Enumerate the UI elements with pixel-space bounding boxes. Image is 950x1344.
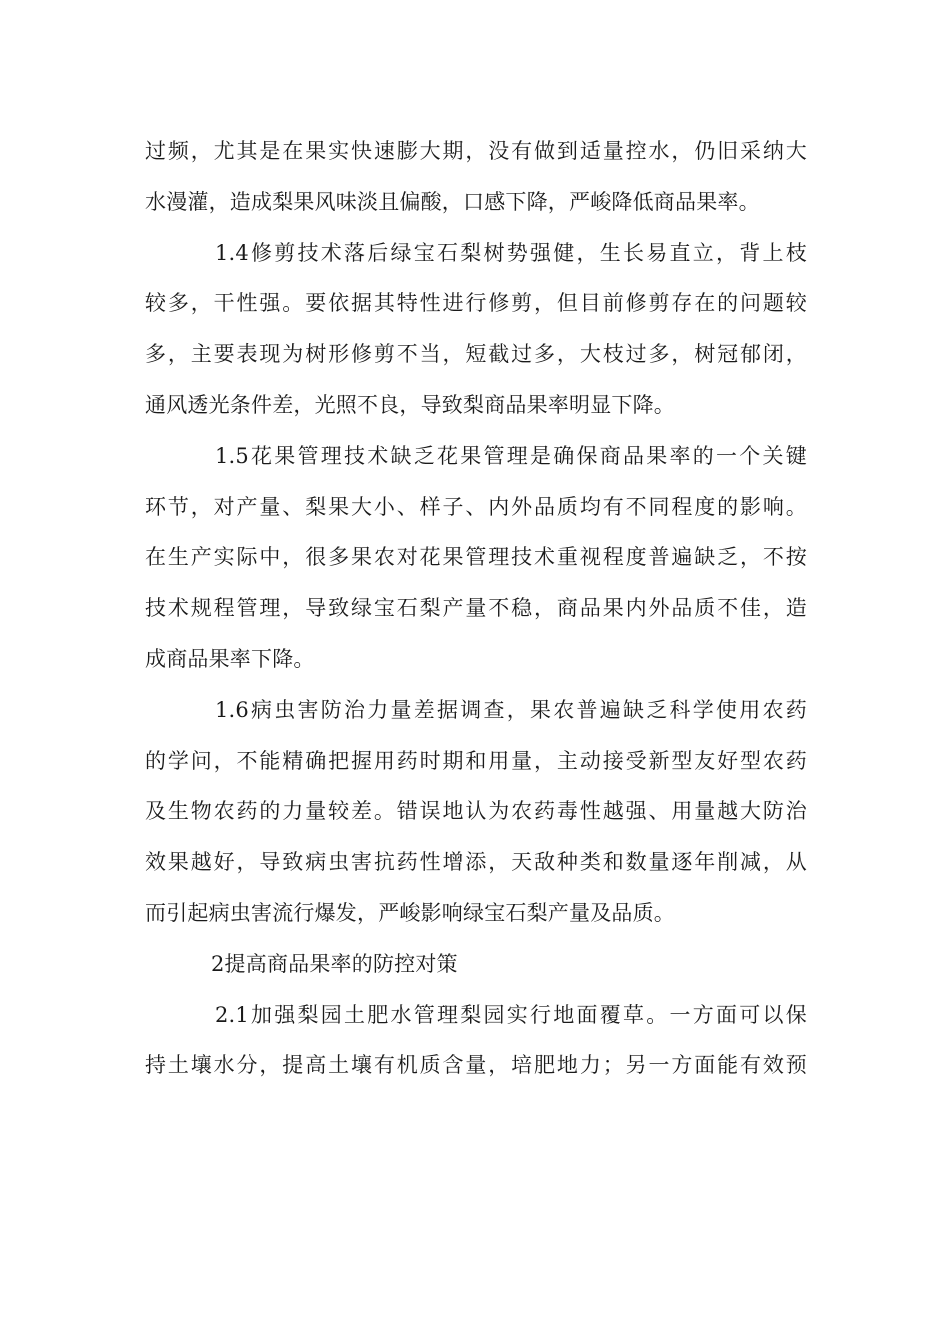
text-line: 在生产实际中，很多果农对花果管理技术重视程度普遍缺乏，不按 <box>145 545 807 570</box>
text-line: 通风透光条件差，光照不良，导致梨商品果率明显下降。 <box>145 392 675 417</box>
heading-text: 2提高商品果率的防控对策 <box>211 951 458 976</box>
paragraph-section-2-1 <box>145 990 807 1092</box>
text-line: 环节，对产量、梨果大小、样子、内外品质均有不同程度的影响。 <box>145 494 807 519</box>
text-line: 效果越好，导致病虫害抗药性增添，天敌种类和数量逐年削减，从 <box>145 850 807 875</box>
text-line: 成商品果率下降。 <box>145 646 315 671</box>
text-line: 1.6病虫害防治力量差据调查，果农普遍缺乏科学使用农药 <box>215 697 807 722</box>
paragraph-section-1-6 <box>145 685 807 939</box>
text-line: 的学问，不能精确把握用药时期和用量，主动接受新型友好型农药 <box>145 748 807 773</box>
text-line: 较多，干性强。要依据其特性进行修剪，但目前修剪存在的问题较 <box>145 291 807 316</box>
section-heading-2 <box>145 939 807 990</box>
text-line: 水漫灌，造成梨果风味淡且偏酸，口感下降，严峻降低商品果率。 <box>145 189 760 214</box>
text-line: 多，主要表现为树形修剪不当，短截过多，大枝过多，树冠郁闭， <box>145 342 807 367</box>
paragraph-continuation <box>145 126 807 228</box>
document-page <box>145 126 807 1091</box>
paragraph-section-1-4 <box>145 228 807 431</box>
text-line: 持土壤水分，提高土壤有机质含量，培肥地力；另一方面能有效预 <box>145 1053 807 1078</box>
text-line: 1.4修剪技术落后绿宝石梨树势强健，生长易直立，背上枝 <box>215 240 807 265</box>
text-line: 过频，尤其是在果实快速膨大期，没有做到适量控水，仍旧采纳大 <box>145 139 807 163</box>
text-line: 2.1加强梨园土肥水管理梨园实行地面覆草。一方面可以保 <box>215 1002 807 1027</box>
text-line: 技术规程管理，导致绿宝石梨产量不稳，商品果内外品质不佳，造 <box>145 596 807 621</box>
text-line: 而引起病虫害流行爆发，严峻影响绿宝石梨产量及品质。 <box>145 900 675 925</box>
text-line: 1.5花果管理技术缺乏花果管理是确保商品果率的一个关键 <box>215 443 807 468</box>
paragraph-section-1-5 <box>145 431 807 685</box>
text-line: 及生物农药的力量较差。错误地认为农药毒性越强、用量越大防治 <box>145 799 807 824</box>
